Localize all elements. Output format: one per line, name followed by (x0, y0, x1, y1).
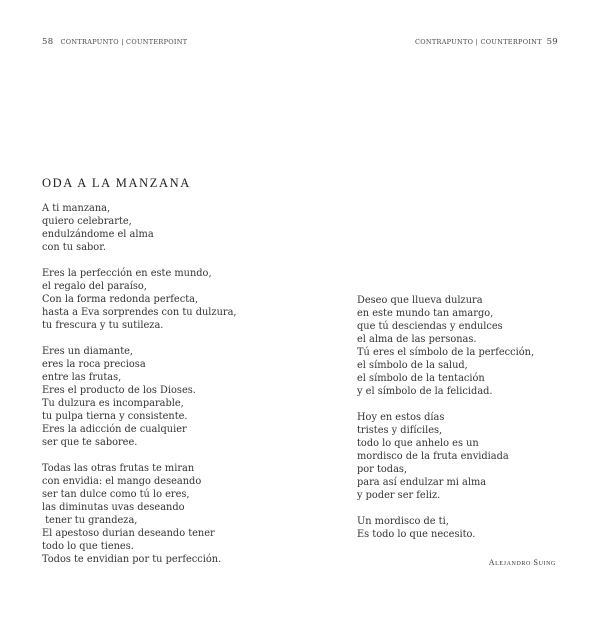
poem-line: en este mundo tan amargo, (357, 308, 494, 319)
poem-line: el símbolo de la tentación (357, 373, 485, 384)
poem-line: que tú desciendas y endulces (357, 321, 503, 332)
poem-line: el símbolo de la salud, (357, 360, 468, 371)
poem-line: mordisco de la fruta envidiada (357, 451, 509, 462)
poem-line: Eres el producto de los Dioses. (42, 385, 196, 396)
poem-line: para así endulzar mi alma (357, 477, 487, 488)
poem-line: quiero celebrarte, (42, 216, 132, 227)
poem-stanza (42, 462, 292, 566)
poem-stanza (357, 515, 567, 541)
poem-line: Eres la perfección en este mundo, (42, 268, 212, 279)
poem-line: hasta a Eva sorprendes con tu dulzura, (42, 307, 237, 318)
poem-line: Con la forma redonda perfecta, (42, 294, 199, 305)
poem-line: las diminutas uvas deseando (42, 502, 185, 513)
poem-right-column (357, 294, 567, 554)
poem-line: todo lo que tienes. (42, 541, 134, 552)
running-title-left: CONTRAPUNTO | COUNTERPOINT (60, 38, 188, 46)
poem-stanza (357, 411, 567, 502)
poem-line: ser que te saboree. (42, 437, 138, 448)
poem-line: tu pulpa tierna y consistente. (42, 411, 188, 422)
poem-stanza (42, 345, 292, 449)
poem-line: Eres un diamante, (42, 346, 134, 357)
page-number-right: 59 (546, 37, 558, 47)
page-header-left (42, 37, 187, 47)
poem-line: endulzándome el alma (42, 229, 154, 240)
poem-line: A ti manzana, (42, 203, 111, 214)
poem-title: ODA A LA MANZANA (42, 176, 191, 190)
poem-line: y el símbolo de la felicidad. (357, 386, 493, 397)
poem-line: Deseo que llueva dulzura (357, 295, 483, 306)
poem-line: El apestoso durian deseando tener (42, 528, 215, 539)
poem-stanza (42, 202, 292, 254)
poem-line: Todas las otras frutas te miran (42, 463, 195, 474)
poem-line: y poder ser feliz. (357, 490, 441, 501)
poem-line: Eres la adicción de cualquier (42, 424, 187, 435)
poem-line: ser tan dulce como tú lo eres, (42, 489, 190, 500)
poem-stanza (357, 294, 567, 398)
running-title-right: CONTRAPUNTO | COUNTERPOINT (414, 38, 542, 46)
poem-line: por todas, (357, 464, 408, 475)
poem-author: Alejandro Suing (488, 558, 556, 567)
poem-line: con envidia: el mango deseando (42, 476, 202, 487)
poem-line: entre las frutas, (42, 372, 122, 383)
poem-line: Todos te envidian por tu perfección. (42, 554, 222, 565)
poem-line: todo lo que anhelo es un (357, 438, 479, 449)
poem-line: tristes y difíciles, (357, 425, 443, 436)
poem-stanza (42, 267, 292, 332)
poem-line: el alma de las personas. (357, 334, 477, 345)
poem-line: tener tu grandeza, (42, 515, 138, 526)
poem-line: con tu sabor. (42, 242, 106, 253)
poem-line: Tú eres el símbolo de la perfección, (357, 347, 535, 358)
page-header-right (415, 37, 558, 47)
poem-line: Es todo lo que necesito. (357, 529, 476, 540)
poem-left-column (42, 202, 292, 579)
poem-line: Un mordisco de ti, (357, 516, 449, 527)
poem-line: tu frescura y tu sutileza. (42, 320, 164, 331)
poem-line: el regalo del paraíso, (42, 281, 147, 292)
poem-line: Hoy en estos días (357, 412, 445, 423)
page-number-left: 58 (42, 37, 54, 47)
poem-line: Tu dulzura es incomparable, (42, 398, 184, 409)
poem-line: eres la roca preciosa (42, 359, 146, 370)
